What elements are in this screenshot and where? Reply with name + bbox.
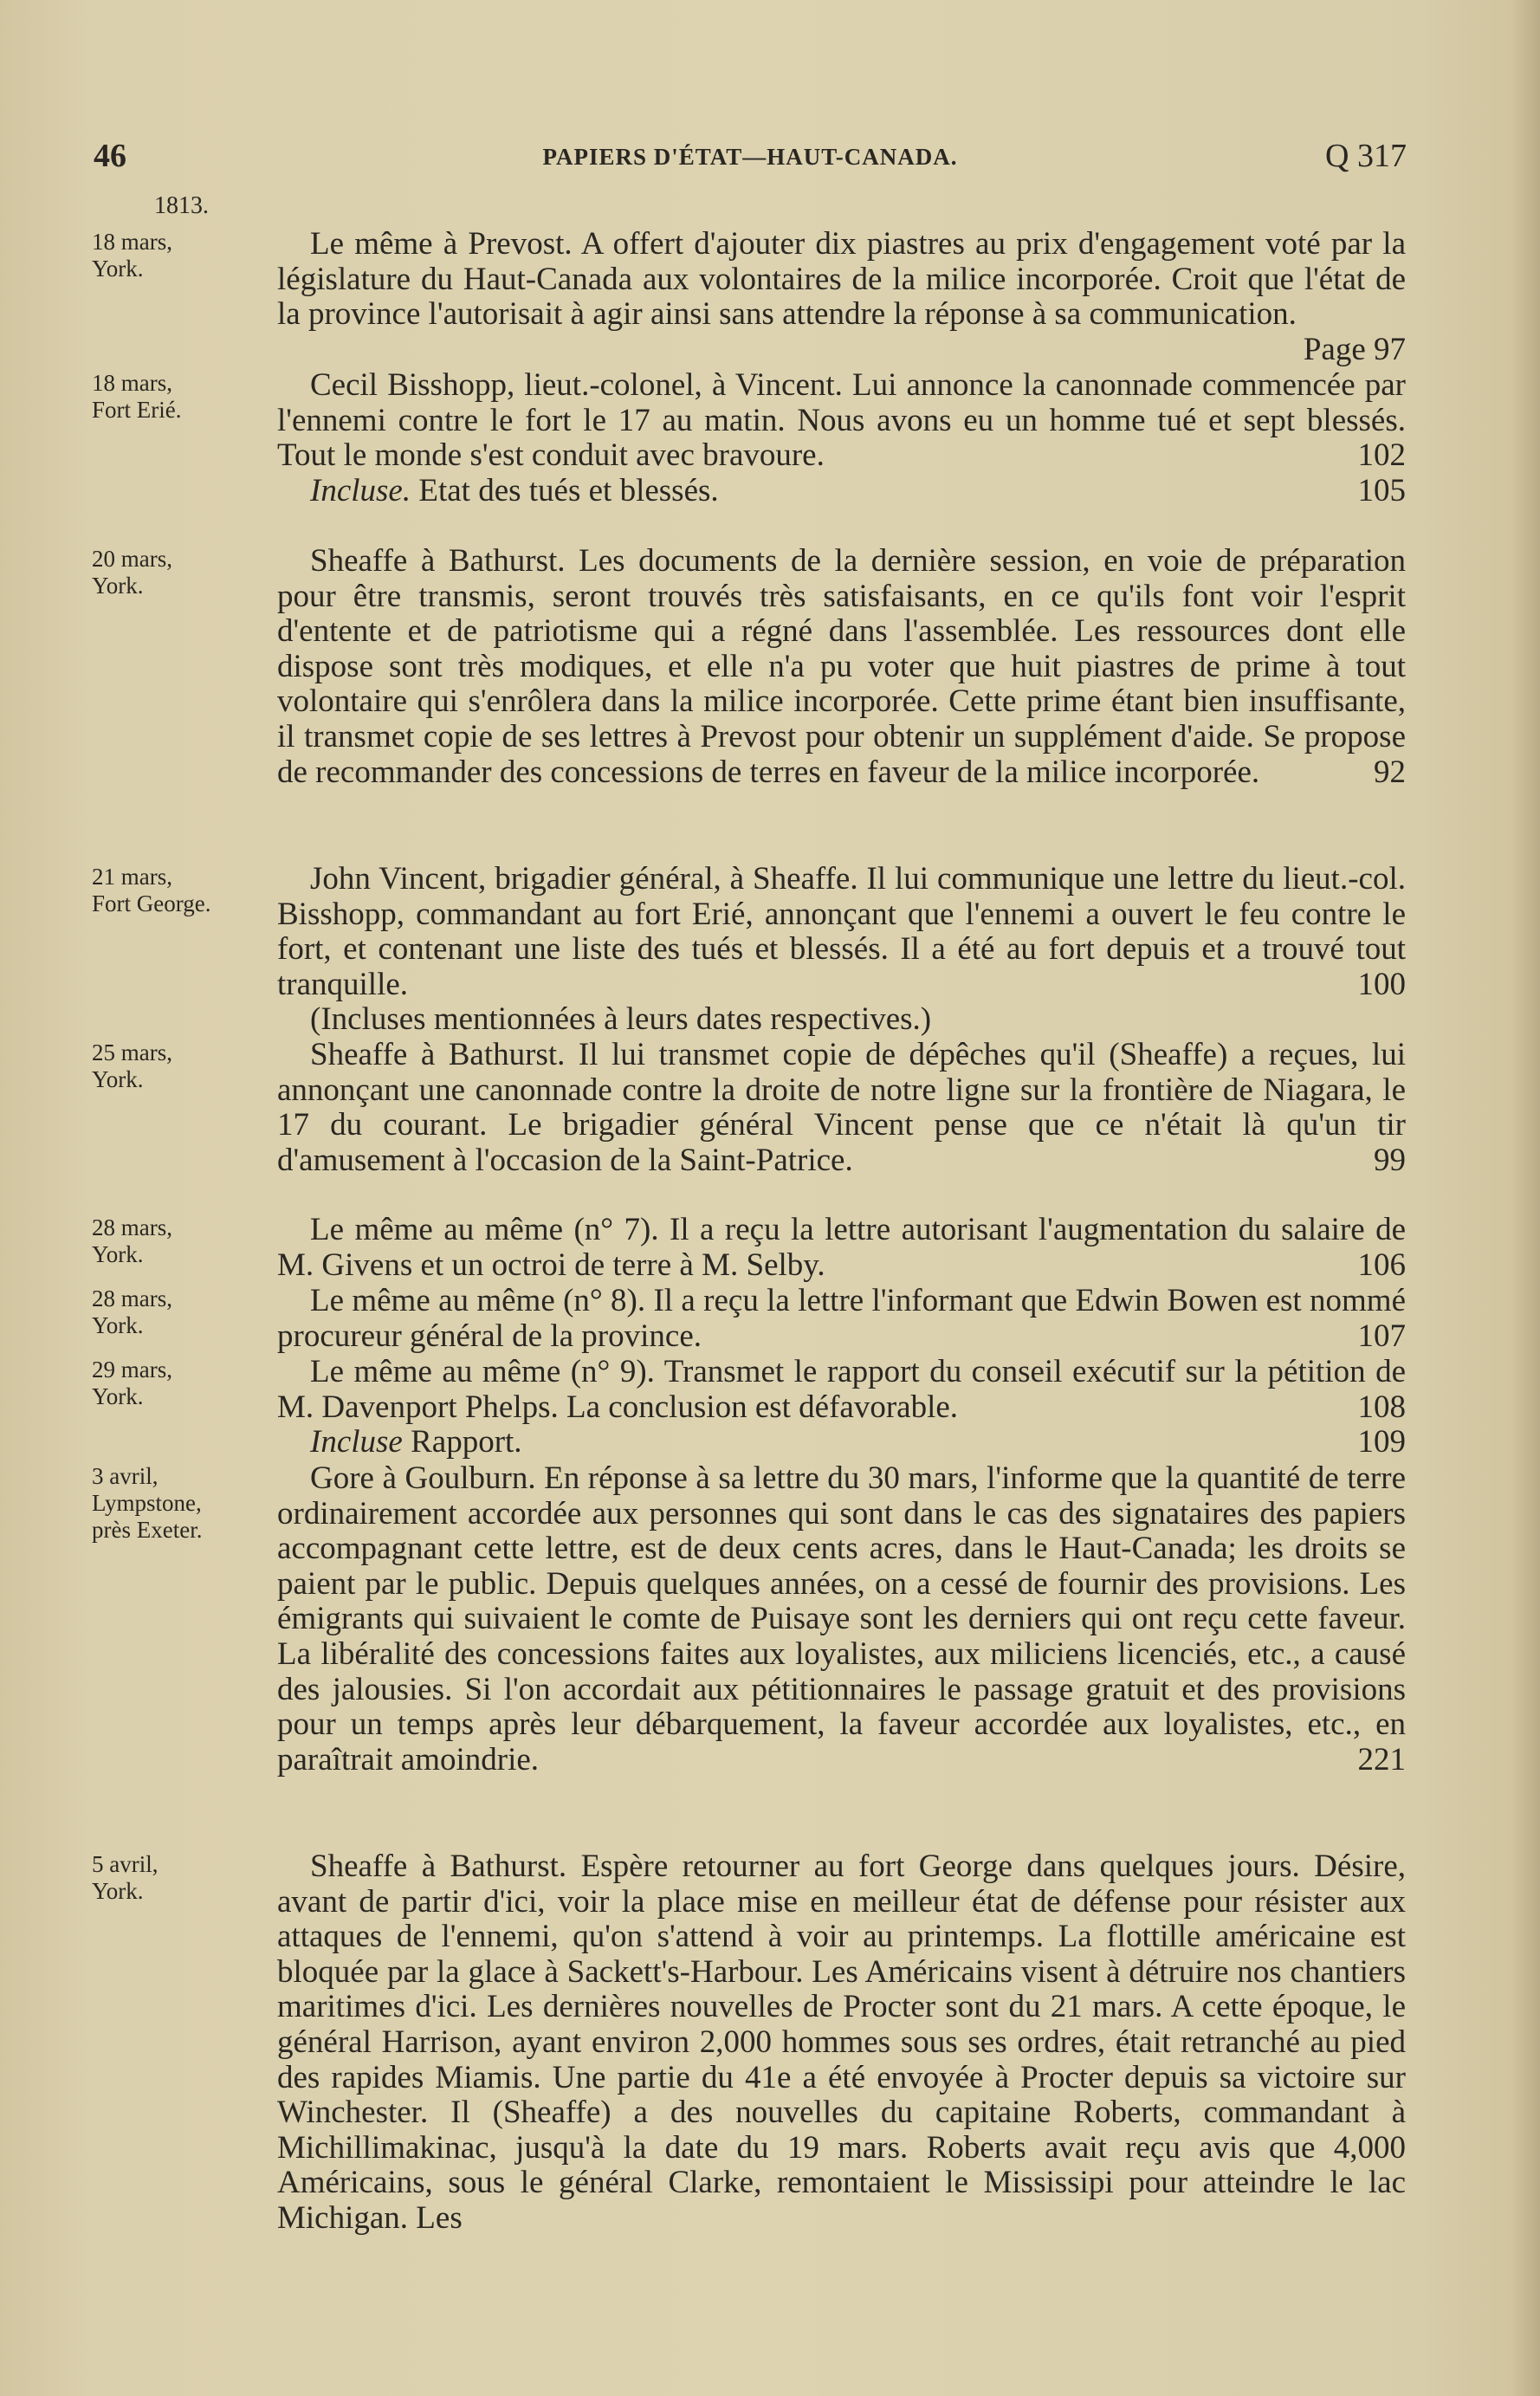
entry-text: Gore à Goulburn. En réponse à sa lettre du 30 mars, l'informe que la quantité de terre ordinairement accordée aux personnes qui sont dans le cas des signataires des papiers accompagnant cette lettre, est de deux cents acres, dans le Haut-Canada; les droits se paient par le public. Depuis quelques années, on a cessé de fournir des provisions. Les émigrants qui suivaient le comte de Puisaye sont les derniers qui ont reçu cette faveur. La libéralité des concessions faites aux loyalistes, aux miliciens licenciés, etc., a causé des jalousies. Si l'on accordait aux pétitionnaires le passage gratuit et des provisions pour un temps après leur débarquement, la faveur accordée aux loyalistes, etc., en paraîtrait amoindrie. [277,1460,1406,1778]
archive-reference: Q 317 [1325,138,1407,174]
entry-text: Le même au même (n° 7). Il a reçu la lettre autorisant l'augmentation du salaire de M. Givens et un octroi de terre à M. Selby. [277,1212,1406,1283]
entry-body [277,368,1406,508]
entry-text: Cecil Bisshopp, lieut.-colonel, à Vincent. Lui annonce la canonnade commencée par l'ennemi contre le fort le 17 au matin. Nous avons eu un homme tué et sept blessés. Tout le monde s'est conduit avec bravoure. [277,367,1406,474]
entry-body [277,862,1406,1038]
entry-page-ref: Page 97 [1303,331,1406,367]
enclosure-label: Incluse [310,1424,403,1460]
entry-date [92,1214,265,1268]
entry-date-place: York. [92,1240,144,1267]
entry-body [277,1849,1406,2237]
entry-date-place: Fort George. [92,890,211,916]
entry-date-place: York. [92,255,144,282]
entry-date-day: 3 avril, [92,1463,159,1489]
entry-date-place: York. [92,1065,144,1092]
running-title: PAPIERS D'ÉTAT—HAUT-CANADA. [542,144,958,170]
entry-text: Le même à Prevost. A offert d'ajouter dix piastres au prix d'engagement voté par la législature du Haut-Canada aux volontaires de la milice incorporée. Croit que l'état de la province l'autorisait à agir ainsi sans attendre la réponse à sa communication. [277,226,1406,333]
entry-text: Sheaffe à Bathurst. Espère retourner au fort George dans quelques jours. Désire, avant de partir d'ici, voir la place mise en meilleur état de défense pour résister aux attaques de l'ennemi, qu'on s'attend à voir au printemps. La flottille américaine est bloquée par la glace à Sackett's-Harbour. Les Américains visent à détruire nos chantiers maritimes d'ici. Les dernières nouvelles de Procter sont du 21 mars. A cette époque, le général Harrison, ayant environ 2,000 hommes sous ses ordres, était retranché au pied des rapides Miamis. Une partie du 41e a été envoyée à Procter depuis sa victoire sur Winchester. Il (Sheaffe) a des nouvelles du capitaine Roberts, commandant à Michillimakinac, jusqu'à la date du 19 mars. Roberts avait reçu avis que 4,000 Américains, sous le général Clarke, remontaient le Mississipi pour atteindre le lac Michigan. Les [277,1849,1406,2236]
entry-page-ref: 108 [1357,1389,1406,1425]
entry-page-ref: 92 [1374,754,1406,790]
entry-date-place: York. [92,1311,144,1338]
entry-body [277,1213,1406,1283]
entry-page-ref: 102 [1357,437,1406,474]
entry-date [92,1463,265,1543]
entry-body [277,227,1406,367]
enclosure-text: Rapport. [411,1424,522,1460]
entry-date [92,1285,265,1339]
entry-date-day: 21 mars, [92,864,172,890]
entry-body [277,1284,1406,1354]
entry-date-day: 18 mars, [92,229,172,255]
entry-body [277,1355,1406,1460]
entry-text: Sheaffe à Bathurst. Les documents de la dernière session, en voie de préparation pour être transmis, seront trouvés très satisfaisants, en ce qu'ils font voir l'esprit d'entente et de patriotisme qui a régné dans l'assemblée. Les ressources dont elle dispose sont très modiques, et elle n'a pu voter que huit piastres de prime à tout volontaire qui s'enrôlera dans la milice incorporée. Cette prime étant bien insuffisante, il transmet copie de ses lettres à Prevost pour obtenir un supplément d'aide. Se propose de recommander des concessions de terres en faveur de la milice incorporée. [277,543,1406,790]
entry-date [92,229,265,282]
entry-text: John Vincent, brigadier général, à Sheaffe. Il lui communique une lettre du lieut.-col. Bisshopp, commandant au fort Erié, annonçant que l'ennemi a ouvert le feu contre le fort, et contenant une liste des tués et blessés. Il a été au fort depuis et a trouvé tout tranquille. [277,861,1406,1002]
enclosure-page-ref: 109 [1357,1424,1406,1460]
entry-page-ref: 100 [1357,966,1406,1002]
entry-date-day: 25 mars, [92,1039,172,1065]
entry-text: Le même au même (n° 8). Il a reçu la lettre l'informant que Edwin Bowen est nommé procureur général de la province. [277,1283,1406,1354]
entry-date [92,1851,265,1905]
year-label: 1813. [154,192,209,219]
entry-date-place: Lympstone, près Exeter. [92,1489,203,1543]
entry-date [92,370,265,424]
entry-date-day: 29 mars, [92,1357,172,1383]
entry-date-place: York. [92,1383,144,1409]
entry-text: Le même au même (n° 9). Transmet le rapport du conseil exécutif sur la pétition de M. Davenport Phelps. La conclusion est défavorable. [277,1354,1406,1425]
page-header [94,137,1407,182]
enclosure-line [277,1425,1406,1460]
entry-text: Sheaffe à Bathurst. Il lui transmet copie de dépêches qu'il (Sheaffe) a reçues, lui annonçant une canonnade contre la droite de notre ligne sur la frontière de Niagara, le 17 du courant. Le brigadier général Vincent pense que ce n'était là qu'un tir d'amusement à l'occasion de la Saint-Patrice. [277,1037,1406,1178]
entry-date-day: 5 avril, [92,1851,159,1877]
enclosure-page-ref: 105 [1357,472,1406,508]
entry-page-ref: 99 [1374,1142,1406,1178]
entry-date-place: York. [92,1877,144,1904]
entry-date-place: Fort Erié. [92,396,182,423]
entry-date [92,1039,265,1093]
entry-date-day: 18 mars, [92,370,172,396]
entry-date [92,864,265,917]
enclosure-line: (Incluses mentionnées à leurs dates respectives.) [310,1001,932,1038]
entry-date-place: York. [92,572,144,599]
enclosure-label: Incluse. [310,472,411,508]
entry-date [92,546,265,599]
entry-date-day: 20 mars, [92,546,172,572]
entry-body [277,1038,1406,1178]
enclosure-line [277,474,1406,509]
entry-date-day: 28 mars, [92,1285,172,1311]
enclosure-text: Etat des tués et blessés. [418,472,719,508]
entry-page-ref: 221 [1357,1741,1406,1778]
page-edge-shadow [1511,0,1540,2396]
entry-page-ref: 107 [1357,1318,1406,1354]
page-number: 46 [94,138,126,174]
entry-date-day: 28 mars, [92,1214,172,1240]
entry-date [92,1357,265,1410]
entry-body [277,544,1406,790]
entry-page-ref: 106 [1357,1247,1406,1283]
entry-body [277,1461,1406,1778]
